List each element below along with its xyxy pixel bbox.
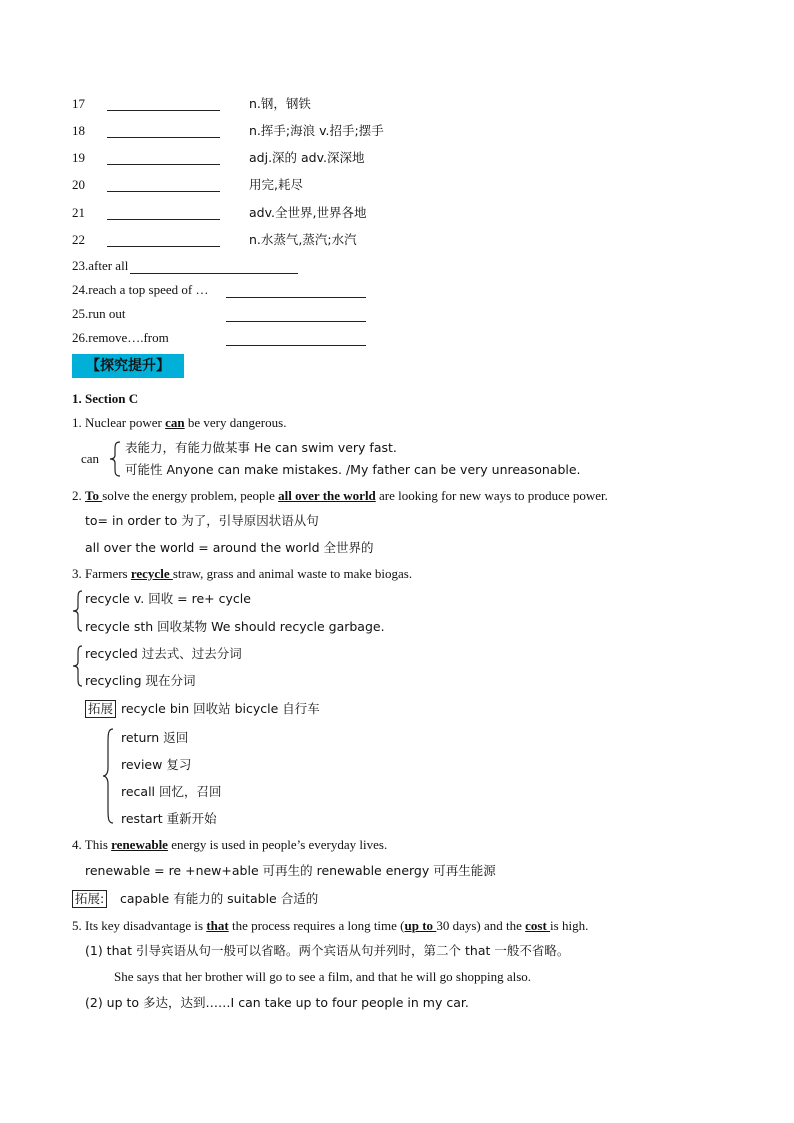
extension-label: 拓展: [72,890,107,908]
item-5-example: She says that her brother will go to see a film, and that he will go shopping also. [114,969,532,984]
item-4-note: renewable = re +new+able 可再生的 renewable energy 可再生能源 [85,863,496,878]
key-word: that [206,918,229,933]
left-brace-icon [101,728,115,824]
section-heading: 【探究提升】 [72,354,184,378]
vocab-meaning: n.挥手;海浪 v.招手;摆手 [249,123,384,138]
item-4-extension: capable 有能力的 suitable 合适的 [120,891,319,906]
vocab-number: 17 [72,96,85,111]
key-word: recycle [130,566,173,581]
answer-blank[interactable] [226,285,366,298]
item-5-note: (1) that 引导宾语从句一般可以省略。两个宾语从句并列时，第二个 that 一般不省略。 [85,943,570,958]
answer-blank[interactable] [107,125,220,138]
left-brace-icon [108,441,122,477]
key-word: To [85,488,103,503]
vocab-number: 21 [72,205,85,220]
phrase-label: 23.after all [72,258,129,273]
group-item: restart 重新开始 [121,811,217,826]
vocab-meaning: adv.全世界,世界各地 [249,205,367,220]
section-title: 1. Section C [72,391,139,406]
item-4-sentence: 4. This renewable energy is used in people’s everyday lives. [72,837,388,852]
item-3-sentence: 3. Farmers recycle straw, grass and animal waste to make biogas. [72,566,413,581]
item-3-note: recycle sth 回收某物 We should recycle garbage. [85,619,385,634]
answer-blank[interactable] [130,261,298,274]
left-brace-icon [72,645,84,687]
phrase-label: 25.run out [72,306,126,321]
vocab-number: 19 [72,150,85,165]
key-phrase: all over the world [278,488,376,503]
extension-label: 拓展 [85,700,116,718]
key-word: renewable [111,837,168,852]
item-5-note: (2) up to 多达，达到……I can take up to four people in my car. [85,995,469,1010]
item-3-note: recycled 过去式、过去分词 [85,646,242,661]
vocab-number: 20 [72,177,85,192]
vocab-number: 18 [72,123,85,138]
brace-label: can [81,451,100,466]
phrase-label: 24.reach a top speed of … [72,282,209,297]
item-5-sentence: 5. Its key disadvantage is that the process requires a long time (up to 30 days) and the cost is high. [72,918,589,933]
item-3-extension: recycle bin 回收站 bicycle 自行车 [121,701,320,716]
key-word: cost [525,918,551,933]
group-item: return 返回 [121,730,189,745]
answer-blank[interactable] [107,152,220,165]
answer-blank[interactable] [107,98,220,111]
answer-blank[interactable] [226,333,366,346]
item-2-note: all over the world = around the world 全世界的 [85,540,374,555]
item-2-sentence: 2. To solve the energy problem, people all over the world are looking for new ways to produce power. [72,488,608,503]
item-1-usage-ability: 表能力，有能力做某事 He can swim very fast. [125,440,397,455]
item-1-sentence: 1. Nuclear power can be very dangerous. [72,415,287,430]
item-3-note: recycle v. 回收 = re+ cycle [85,591,251,606]
left-brace-icon [72,590,84,632]
key-phrase: up to [404,918,437,933]
item-2-note: to= in order to 为了，引导原因状语从句 [85,513,319,528]
key-word: can [165,415,185,430]
item-1-usage-possibility: 可能性 Anyone can make mistakes. /My father can be very unreasonable. [125,462,581,477]
answer-blank[interactable] [107,207,220,220]
vocab-meaning: 用完,耗尽 [249,177,303,192]
group-item: recall 回忆，召回 [121,784,222,799]
item-3-note: recycling 现在分词 [85,673,196,688]
answer-blank[interactable] [107,234,220,247]
phrase-label: 26.remove….from [72,330,169,345]
answer-blank[interactable] [107,179,220,192]
answer-blank[interactable] [226,309,366,322]
vocab-meaning: n.钢，钢铁 [249,96,311,111]
vocab-meaning: n.水蒸气,蒸汽;水汽 [249,232,357,247]
group-item: review 复习 [121,757,192,772]
vocab-meaning: adj.深的 adv.深深地 [249,150,365,165]
vocab-number: 22 [72,232,85,247]
